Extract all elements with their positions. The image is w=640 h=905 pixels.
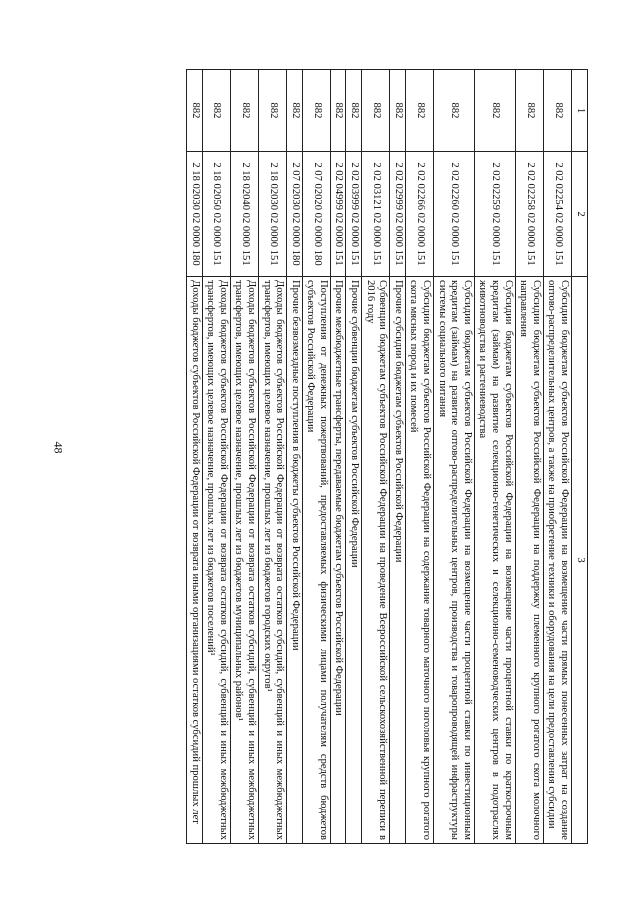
table-header-row bbox=[572, 70, 588, 844]
revenue-code-cell: 2 18 02040 02 0000 151 bbox=[230, 152, 258, 277]
revenue-name-cell: Прочие субвенции бюджетам субъектов Российской Федерации bbox=[346, 277, 362, 844]
admin-code-cell: 882 bbox=[390, 70, 406, 152]
table-row bbox=[390, 70, 406, 844]
revenue-name-cell: Доходы бюджетов субъектов Российской Федерации от возврата остатков субсидий, субвенций и иных межбюджетных трансфертов, имеющих целевое назначение, прошлых лет из бюджетов городских округов¹ bbox=[258, 277, 286, 844]
admin-code-cell: 882 bbox=[287, 70, 303, 152]
revenue-code-cell: 2 02 03121 02 0000 151 bbox=[362, 152, 390, 277]
revenue-name-cell: Поступления от денежных пожертвований, предоставляемых физическими лицами получателям средств бюджетов субъектов Российской Федерации bbox=[302, 277, 330, 844]
header-col-2: 2 bbox=[572, 152, 588, 277]
revenue-name-cell: Субсидии бюджетам субъектов Российской Федерации на возмещение части процентной ставки по краткосрочным кредитам (займам) на развитие селекционно-генетических и селекционно-семеноводческих центров в подотраслях животноводства и растениеводства bbox=[474, 277, 515, 844]
table-row bbox=[230, 70, 258, 844]
revenue-codes-table bbox=[186, 69, 588, 844]
revenue-name-cell: Доходы бюджетов субъектов Российской Федерации от возврата остатков субсидий, субвенций и иных межбюджетных трансфертов, имеющих целевое назначение, прошлых лет из бюджетов поселений¹ bbox=[202, 277, 230, 844]
revenue-code-cell: 2 02 02999 02 0000 151 bbox=[390, 152, 406, 277]
table-row bbox=[346, 70, 362, 844]
table-row bbox=[186, 70, 202, 844]
header-col-3: 3 bbox=[572, 277, 588, 844]
revenue-code-cell: 2 02 02260 02 0000 151 bbox=[434, 152, 475, 277]
admin-code-cell: 882 bbox=[202, 70, 230, 152]
rotated-table-wrapper bbox=[67, 69, 588, 844]
revenue-code-cell: 2 02 02254 02 0000 151 bbox=[543, 152, 571, 277]
revenue-name-cell: Субсидии бюджетам субъектов Российской Федерации на поддержку племенного крупного рогатого скота молочного направления bbox=[515, 277, 543, 844]
revenue-code-cell: 2 02 02266 02 0000 151 bbox=[405, 152, 433, 277]
revenue-name-cell: Доходы бюджетов субъектов Российской Федерации от возврата остатков субсидий, субвенций и иных межбюджетных трансфертов, имеющих целевое назначение, прошлых лет из бюджетов муниципальных районов¹ bbox=[230, 277, 258, 844]
revenue-code-cell: 2 02 02258 02 0000 151 bbox=[515, 152, 543, 277]
revenue-name-cell: Субсидии бюджетам субъектов Российской Федерации на содержание товарного маточного поголовья крупного рогатого скота мясных пород и их помесей bbox=[405, 277, 433, 844]
admin-code-cell: 882 bbox=[302, 70, 330, 152]
admin-code-cell: 882 bbox=[330, 70, 346, 152]
revenue-name-cell: Субвенции бюджетам субъектов Российской Федерации на проведение Всероссийской сельскохозяйственной переписи в 2016 году bbox=[362, 277, 390, 844]
table-row bbox=[405, 70, 433, 844]
revenue-name-cell: Прочие субсидии бюджетам субъектов Российской Федерации bbox=[390, 277, 406, 844]
revenue-code-cell: 2 07 02020 02 0000 180 bbox=[302, 152, 330, 277]
revenue-name-cell: Прочие безвозмездные поступления в бюджеты субъектов Российской Федерации bbox=[287, 277, 303, 844]
table-row bbox=[362, 70, 390, 844]
header-col-1: 1 bbox=[572, 70, 588, 152]
revenue-code-cell: 2 07 02030 02 0000 180 bbox=[287, 152, 303, 277]
page-number: 48 bbox=[51, 441, 66, 454]
revenue-code-cell: 2 18 02030 02 0000 151 bbox=[258, 152, 286, 277]
table-row bbox=[434, 70, 475, 844]
table-row bbox=[202, 70, 230, 844]
admin-code-cell: 882 bbox=[515, 70, 543, 152]
revenue-code-cell: 2 18 02050 02 0000 151 bbox=[202, 152, 230, 277]
admin-code-cell: 882 bbox=[362, 70, 390, 152]
revenue-name-cell: Субсидии бюджетам субъектов Российской Федерации на возмещение части процентной ставки по инвестиционным кредитам (займам) на развитие оптово-распределительных центров, производства и товаропроводящей инфраструктуры системы социального питания bbox=[434, 277, 475, 844]
revenue-code-cell: 2 18 02030 02 0000 180 bbox=[186, 152, 202, 277]
admin-code-cell: 882 bbox=[258, 70, 286, 152]
revenue-name-cell: Прочие межбюджетные трансферты, передаваемые бюджетам субъектов Российской Федерации bbox=[330, 277, 346, 844]
revenue-name-cell: Доходы бюджетов субъектов Российской Федерации от возврата иными организациями остатков субсидий прошлых лет bbox=[186, 277, 202, 844]
table-row bbox=[258, 70, 286, 844]
table-row bbox=[287, 70, 303, 844]
revenue-code-cell: 2 02 04999 02 0000 151 bbox=[330, 152, 346, 277]
revenue-code-cell: 2 02 02259 02 0000 151 bbox=[474, 152, 515, 277]
admin-code-cell: 882 bbox=[543, 70, 571, 152]
admin-code-cell: 882 bbox=[346, 70, 362, 152]
admin-code-cell: 882 bbox=[474, 70, 515, 152]
table-body bbox=[186, 70, 571, 844]
revenue-code-cell: 2 02 03999 02 0000 151 bbox=[346, 152, 362, 277]
revenue-name-cell: Субсидии бюджетам субъектов Российской Федерации на возмещение части прямых понесенных затрат на создание оптово-распределительных центров, а также на приобретение техники и оборудования на цели предоставления субсидии bbox=[543, 277, 571, 844]
table-row bbox=[330, 70, 346, 844]
table-row bbox=[543, 70, 571, 844]
admin-code-cell: 882 bbox=[186, 70, 202, 152]
table-row bbox=[474, 70, 515, 844]
admin-code-cell: 882 bbox=[230, 70, 258, 152]
table-row bbox=[302, 70, 330, 844]
table-row bbox=[515, 70, 543, 844]
admin-code-cell: 882 bbox=[405, 70, 433, 152]
admin-code-cell: 882 bbox=[434, 70, 475, 152]
